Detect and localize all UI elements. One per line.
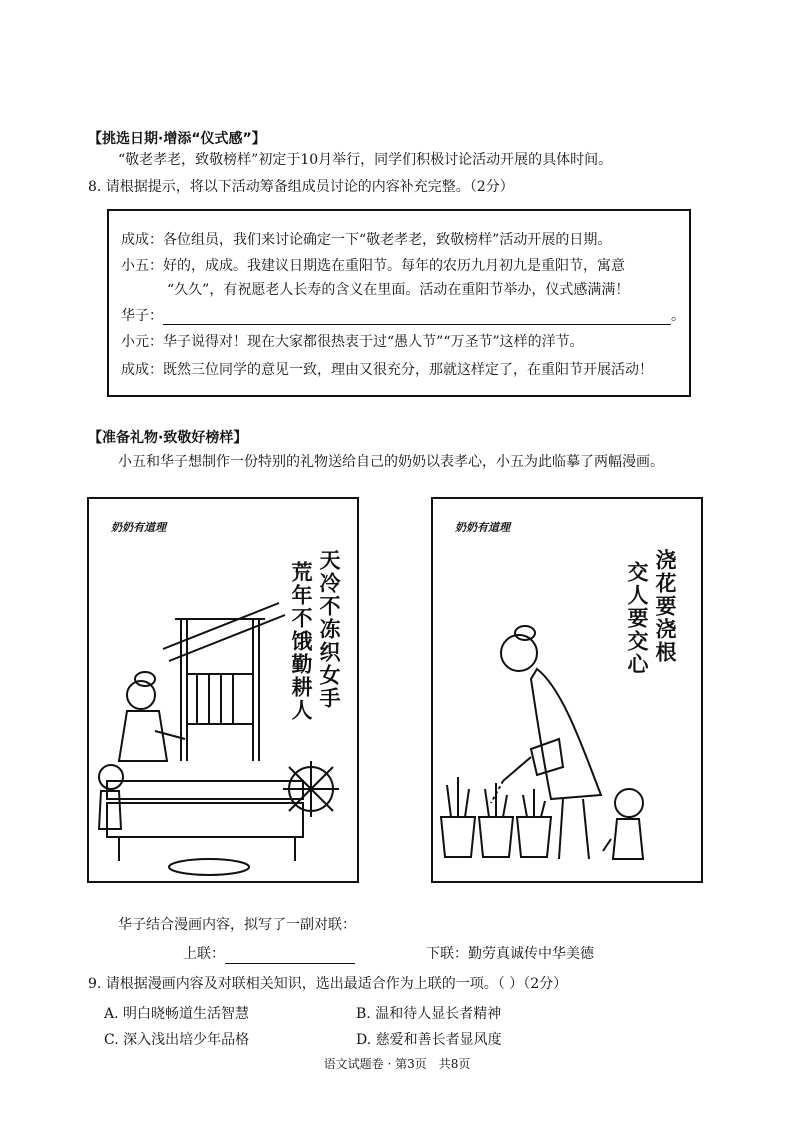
- answer-blank-upper-line[interactable]: [225, 947, 355, 964]
- dialogue-line-2: 小五：好的，成成。我建议日期选在重阳节。每年的农历九月初九是重阳节，寓意: [121, 258, 625, 274]
- option-c[interactable]: C. 深入浅出培少年品格: [104, 1032, 250, 1048]
- comic-verse-col1: 浇花要浇根: [653, 549, 678, 664]
- comic-watering: [431, 497, 703, 883]
- couplet-upper: 上联：: [183, 944, 355, 964]
- section-heading-date: 【挑选日期·增添“仪式感”】: [88, 131, 266, 147]
- loom-illustration: [89, 499, 357, 881]
- option-d[interactable]: D. 慈爱和善长者显风度: [356, 1032, 502, 1048]
- question-8-stem: 8. 请根据提示，将以下活动筹备组成员讨论的内容补充完整。（2分）: [88, 179, 514, 195]
- section-heading-gift: 【准备礼物·致敬好榜样】: [88, 430, 248, 446]
- page-footer: 语文试题卷 · 第3页 共8页: [323, 1057, 471, 1071]
- dialogue-line-3: 华子： 。: [121, 308, 685, 324]
- comic-title: 奶奶有道理: [111, 521, 166, 534]
- option-b[interactable]: B. 温和待人显长者精神: [356, 1006, 502, 1022]
- dialogue-line-2b: “久久”，有祝愿老人长寿的含义在里面。活动在重阳节举办，仪式感满满！: [167, 282, 630, 298]
- comic-loom: [87, 497, 359, 883]
- couplet-intro: 华子结合漫画内容，拟写了一副对联：: [118, 917, 356, 933]
- option-a[interactable]: A. 明白晓畅道生活智慧: [104, 1006, 250, 1022]
- watering-illustration: [433, 499, 701, 881]
- dialogue-line-5: 成成：既然三位同学的意见一致，理由又很充分，那就这样定了，在重阳节开展活动！: [121, 362, 653, 378]
- comic-title: 奶奶有道理: [455, 521, 510, 534]
- section-intro-date: “敬老孝老，致敬榜样”初定于10月举行，同学们积极讨论活动开展的具体时间。: [118, 152, 613, 168]
- dialogue-line-4: 小元：华子说得对！现在大家都很热衷于过“愚人节”“万圣节”这样的洋节。: [121, 334, 584, 350]
- couplet-lower: 下联：勤劳真诚传中华美德: [426, 946, 594, 962]
- comic-verse-col2: 荒年不饿勤耕人: [289, 561, 314, 722]
- dialogue-box: [107, 209, 691, 397]
- answer-blank-huazi[interactable]: [163, 310, 671, 325]
- question-9-stem: 9. 请根据漫画内容及对联相关知识，选出最适合作为上联的一项。（ ）（2分）: [88, 976, 568, 992]
- comic-verse-col1: 天冷不冻织女手: [317, 549, 342, 710]
- dialogue-line-1: 成成：各位组员，我们来讨论确定一下“敬老孝老，致敬榜样”活动开展的日期。: [121, 232, 612, 248]
- comic-verse-col2: 交人要交心: [625, 561, 650, 676]
- section-intro-gift: 小五和华子想制作一份特别的礼物送给自己的奶奶以表孝心，小五为此临摹了两幅漫画。: [118, 454, 664, 470]
